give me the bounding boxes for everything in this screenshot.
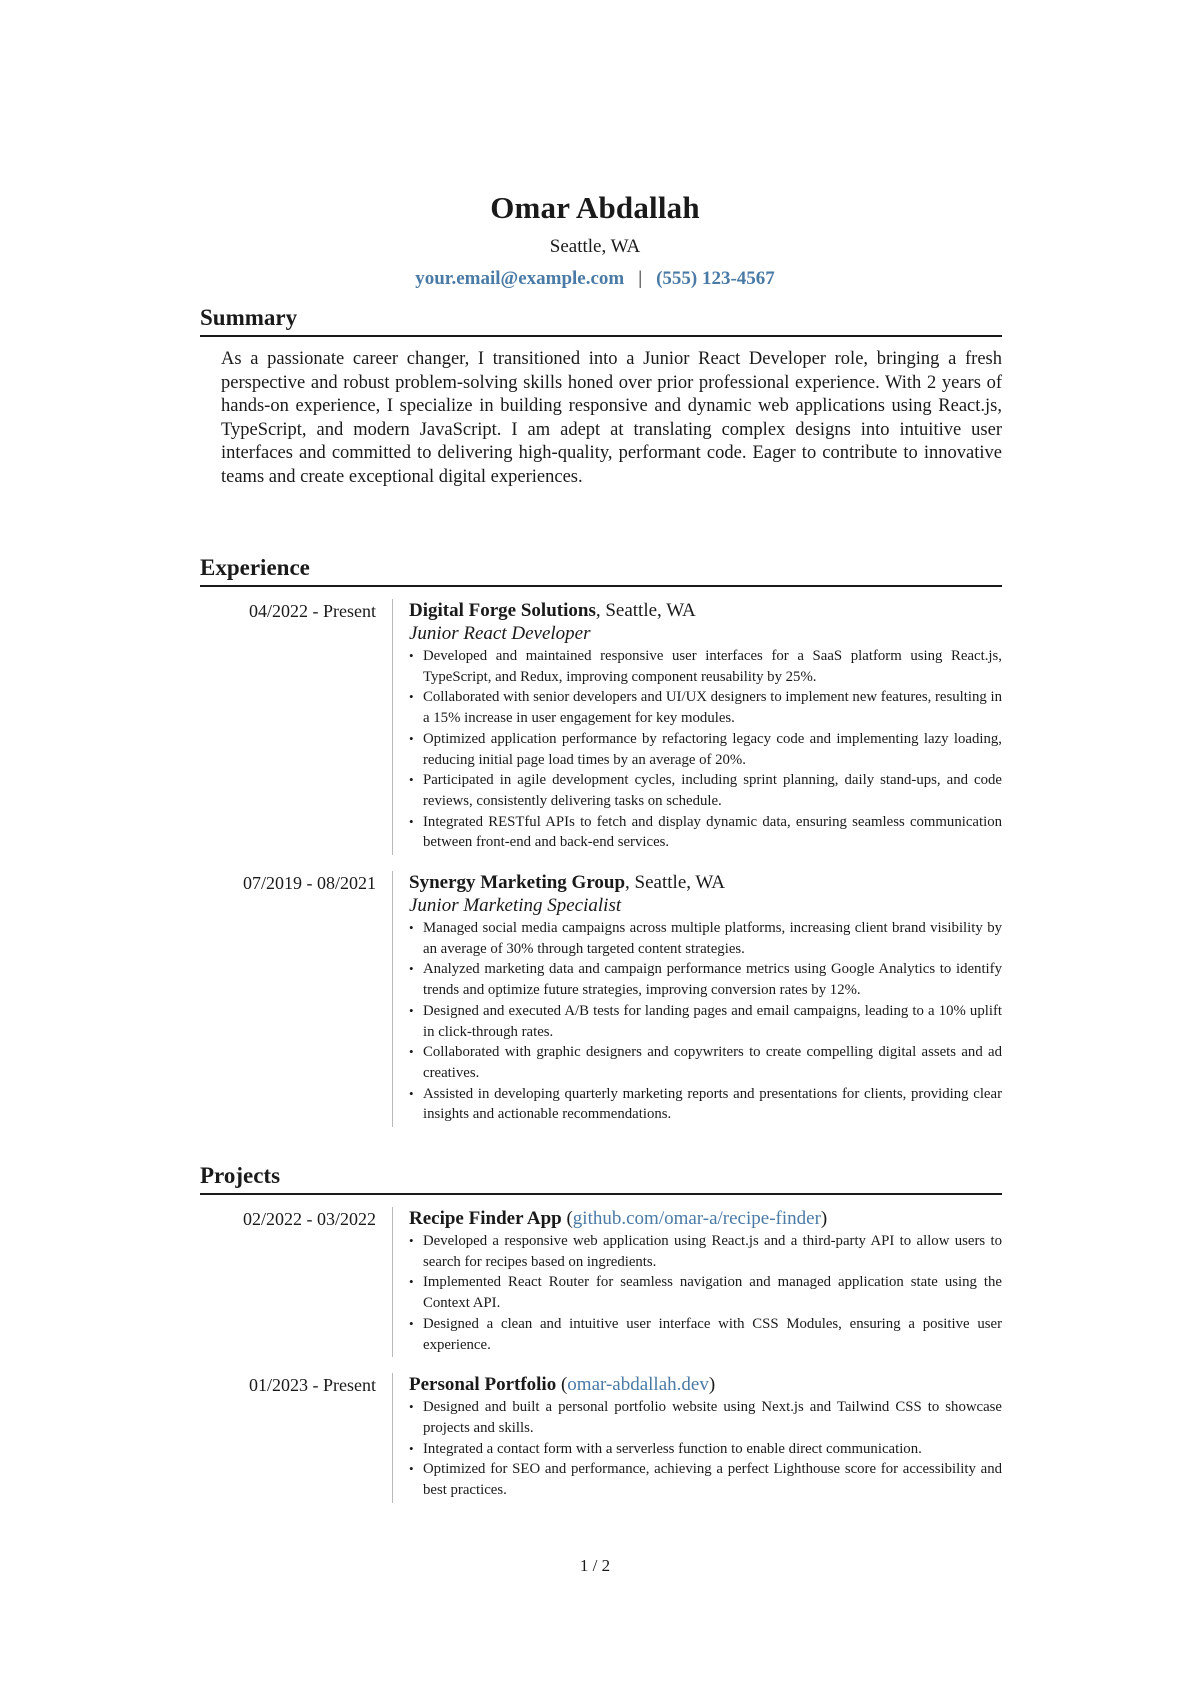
bullet-item: • Collaborated with graphic designers and copywriters to create compelling digital assets and ad creatives. [409, 1042, 1002, 1083]
paren-open: ( [561, 1208, 573, 1229]
company-name: Synergy Marketing Group [409, 872, 626, 894]
bullet-list [409, 1231, 1002, 1355]
entry-date: 04/2022 - Present [249, 601, 376, 621]
project-name: Recipe Finder App [409, 1208, 562, 1229]
bullet-list [409, 1397, 1002, 1501]
candidate-name: Omar Abdallah [490, 190, 700, 225]
entry-content [392, 871, 1002, 1127]
entry-content [392, 599, 1002, 855]
summary-text: As a passionate career changer, I transitioned into a Junior React Developer role, bringing a fresh perspective and robust problem-solving skills honed over prior professional experience. With 2 years of hands-on experience, I specialize in building responsive and dynamic web applications using React.js, TypeScript, and modern JavaScript. I am adept at translating complex designs into intuitive user interfaces and committed to delivering high-quality, performant code. Eager to contribute to innovative teams and create exceptional digital experiences. [221, 349, 1002, 487]
bullet-item: • Collaborated with senior developers and UI/UX designers to implement new features, resulting in a 15% increase in user engagement for key modules. [409, 687, 1002, 728]
resume-header [0, 188, 1190, 292]
bullet-item: • Developed a responsive web application using React.js and a third-party API to allow users to search for recipes based on ingredients. [409, 1231, 1002, 1272]
bullet-item: • Optimized application performance by refactoring legacy code and implementing lazy loading, reducing initial page load times by an average of 20%. [409, 729, 1002, 770]
bullet-item: • Integrated RESTful APIs to fetch and display dynamic data, ensuring seamless communication between front-end and back-end services. [409, 812, 1002, 853]
summary-title: Summary [200, 303, 1002, 337]
company-location: , Seattle, WA [595, 600, 696, 621]
bullet-item: • Participated in agile development cycles, including sprint planning, daily stand-ups, and code reviews, consistently delivering tasks on schedule. [409, 770, 1002, 811]
bullet-item: • Managed social media campaigns across multiple platforms, increasing client brand visibility by an average of 30% through targeted content strategies. [409, 918, 1002, 959]
bullet-item: • Assisted in developing quarterly marketing reports and presentations for clients, providing clear insights and actionable recommendations. [409, 1084, 1002, 1125]
bullet-item: • Implemented React Router for seamless navigation and managed application state using the Context API. [409, 1272, 1002, 1313]
projects-title: Projects [200, 1161, 1002, 1195]
company-location: , Seattle, WA [625, 872, 725, 894]
paren-close: ) [820, 1208, 828, 1229]
projects-section [200, 1161, 1002, 1503]
phone-link[interactable]: (555) 123-4567 [656, 268, 775, 289]
bullet-item: • Designed a clean and intuitive user interface with CSS Modules, ensuring a positive user experience. [409, 1314, 1002, 1355]
project-name: Personal Portfolio [409, 1374, 557, 1396]
experience-section [200, 553, 1002, 1127]
contact-separator: | [638, 268, 643, 289]
entry-organization [409, 599, 1002, 622]
entry-organization [409, 871, 1002, 894]
project-entry [200, 1207, 1002, 1357]
bullet-item: • Designed and built a personal portfolio website using Next.js and Tailwind CSS to showcase projects and skills. [409, 1397, 1002, 1438]
contact-line [0, 266, 1190, 292]
bullet-item: • Optimized for SEO and performance, achieving a perfect Lighthouse score for accessibility and best practices. [409, 1459, 1002, 1500]
experience-entry [200, 599, 1002, 855]
bullet-item: • Analyzed marketing data and campaign performance metrics using Google Analytics to identify trends and optimize future strategies, improving conversion rates by 12%. [409, 959, 1002, 1000]
experience-title: Experience [200, 553, 1002, 587]
paren-open: ( [556, 1374, 568, 1396]
summary-section [200, 303, 1002, 489]
bullet-item: • Integrated a contact form with a serverless function to enable direct communication. [409, 1439, 1002, 1460]
bullet-list [409, 918, 1002, 1125]
paren-close: ) [708, 1374, 716, 1396]
project-link[interactable]: omar-abdallah.dev [567, 1374, 709, 1396]
job-title: Junior Marketing Specialist [409, 895, 622, 917]
company-name: Digital Forge Solutions [409, 600, 596, 621]
candidate-location: Seattle, WA [549, 236, 641, 257]
bullet-item: • Designed and executed A/B tests for landing pages and email campaigns, leading to a 10% uplift in click-through rates. [409, 1001, 1002, 1042]
email-link[interactable]: your.email@example.com [415, 268, 625, 289]
page-number: 1 / 2 [579, 1556, 611, 1575]
job-title: Junior React Developer [409, 623, 591, 644]
experience-entry [200, 871, 1002, 1127]
entry-content [392, 1207, 1002, 1357]
project-link[interactable]: github.com/omar-a/recipe-finder [572, 1208, 821, 1229]
bullet-item: • Developed and maintained responsive user interfaces for a SaaS platform using React.js, TypeScript, and Redux, improving component reusability by 25%. [409, 646, 1002, 687]
project-heading [409, 1373, 1002, 1396]
entry-date: 02/2022 - 03/2022 [243, 1209, 376, 1229]
project-entry [200, 1373, 1002, 1503]
entry-date: 07/2019 - 08/2021 [243, 873, 376, 894]
entry-content [392, 1373, 1002, 1503]
bullet-list [409, 646, 1002, 853]
entry-date: 01/2023 - Present [249, 1375, 376, 1396]
project-heading [409, 1207, 1002, 1230]
